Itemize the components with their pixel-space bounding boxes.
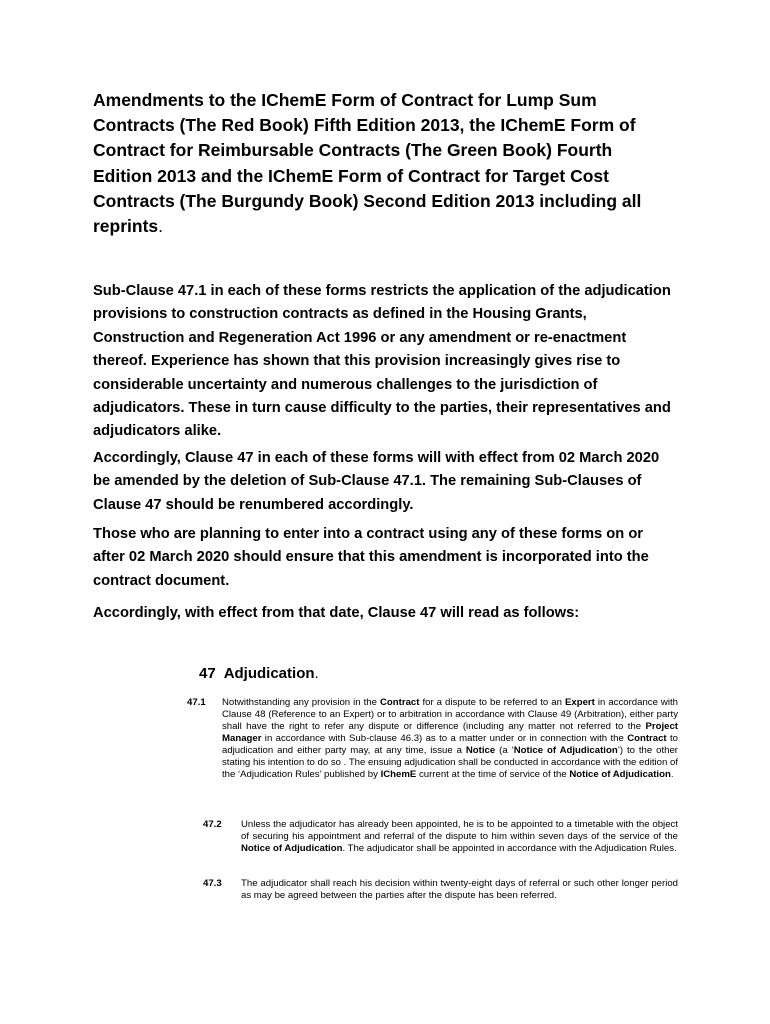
defined-term: Contract xyxy=(627,733,667,744)
defined-term: Notice of Adjudication xyxy=(241,843,343,854)
subclause-number: 47.3 xyxy=(203,878,222,889)
defined-term: Project Manager xyxy=(222,721,678,744)
subclause-text: The adjudicator shall reach his decision within twenty-eight days of referral or such other longer period as may be agreed between the parties after the dispute has been referred. xyxy=(241,878,678,901)
defined-term: Notice of Adjudication xyxy=(569,769,671,780)
subclause-text xyxy=(222,697,678,781)
document-title-text: Amendments to the IChemE Form of Contract for Lump Sum Contracts (The Red Book) Fifth Edition 2013, the IChemE Form of Contract for Reimbursable Contracts (The Green Book) Fourth Edition 2013 and the IChemE Form of Contract for Target Cost Contracts (The Burgundy Book) Second Edition 2013 including all reprints xyxy=(93,90,642,237)
text-segment: for a dispute to be referred to an xyxy=(419,697,565,708)
text-segment: to adjudication and either party may, at any time, issue a xyxy=(222,733,679,756)
clause-heading xyxy=(199,665,319,682)
defined-term: Contract xyxy=(380,697,420,708)
text-segment: current at the time of service of the xyxy=(416,769,570,780)
subclause-number: 47.2 xyxy=(203,819,222,830)
defined-term: Notice xyxy=(465,745,496,756)
text-segment: . xyxy=(670,769,674,780)
text-segment: in accordance with Clause 48 (Reference to an Expert) or to arbitration in accordance with Clause 49 (Arbitration), either party shall have the right to refer any dispute or difference (including any matter not referred to the xyxy=(222,697,678,732)
document-title xyxy=(93,88,663,239)
text-segment: Notwithstanding any provision in the xyxy=(222,697,380,708)
subclause-number: 47.1 xyxy=(187,697,206,708)
clause-title-period: . xyxy=(314,665,319,682)
subclause-text xyxy=(241,819,678,855)
document-title-period: . xyxy=(158,216,164,237)
defined-term: Expert xyxy=(564,697,595,708)
text-segment: (a ‘ xyxy=(495,745,514,756)
text-segment: in accordance with Sub-clause 46.3) as to a matter under or in connection with the xyxy=(261,733,628,744)
text-segment: Unless the adjudicator has already been appointed, he is to be appointed to a timetable with the object of securing his appointment and referral of the dispute to him within seven days of the service of the xyxy=(241,819,678,842)
paragraph-amendment: Accordingly, Clause 47 in each of these forms will with effect from 02 March 2020 be amended by the deletion of Sub-Clause 47.1. The remaining Sub-Clauses of Clause 47 should be renumbered accordingly. xyxy=(93,450,660,513)
paragraph-intro-clause: Accordingly, with effect from that date, Clause 47 will read as follows: xyxy=(93,605,580,621)
paragraph-background: Sub-Clause 47.1 in each of these forms restricts the application of the adjudication provisions to construction contracts as defined in the Housing Grants, Construction and Regeneration Act 1996 or any amendment or re-enactment thereof. Experience has shown that this provision increasingly gives rise to considerable uncertainty and numerous challenges to the jurisdiction of adjudicators. These in turn cause difficulty to the parties, their representatives and adjudicators alike. xyxy=(93,283,671,440)
defined-term: Notice of Adjudication xyxy=(513,745,618,756)
clause-title: Adjudication xyxy=(223,665,315,682)
clause-number: 47 xyxy=(199,665,216,682)
paragraph-guidance: Those who are planning to enter into a contract using any of these forms on or after 02 March 2020 should ensure that this amendment is incorporated into the contract document. xyxy=(93,526,649,589)
text-segment: . The adjudicator shall be appointed in accordance with the Adjudication Rules. xyxy=(342,843,677,854)
defined-term: IChemE xyxy=(380,769,417,780)
text-segment: ’) to the other stating his intention to do so . The ensuing adjudication shall be conducted in accordance with the edition of the ‘Adjudication Rules’ published by xyxy=(222,745,678,780)
